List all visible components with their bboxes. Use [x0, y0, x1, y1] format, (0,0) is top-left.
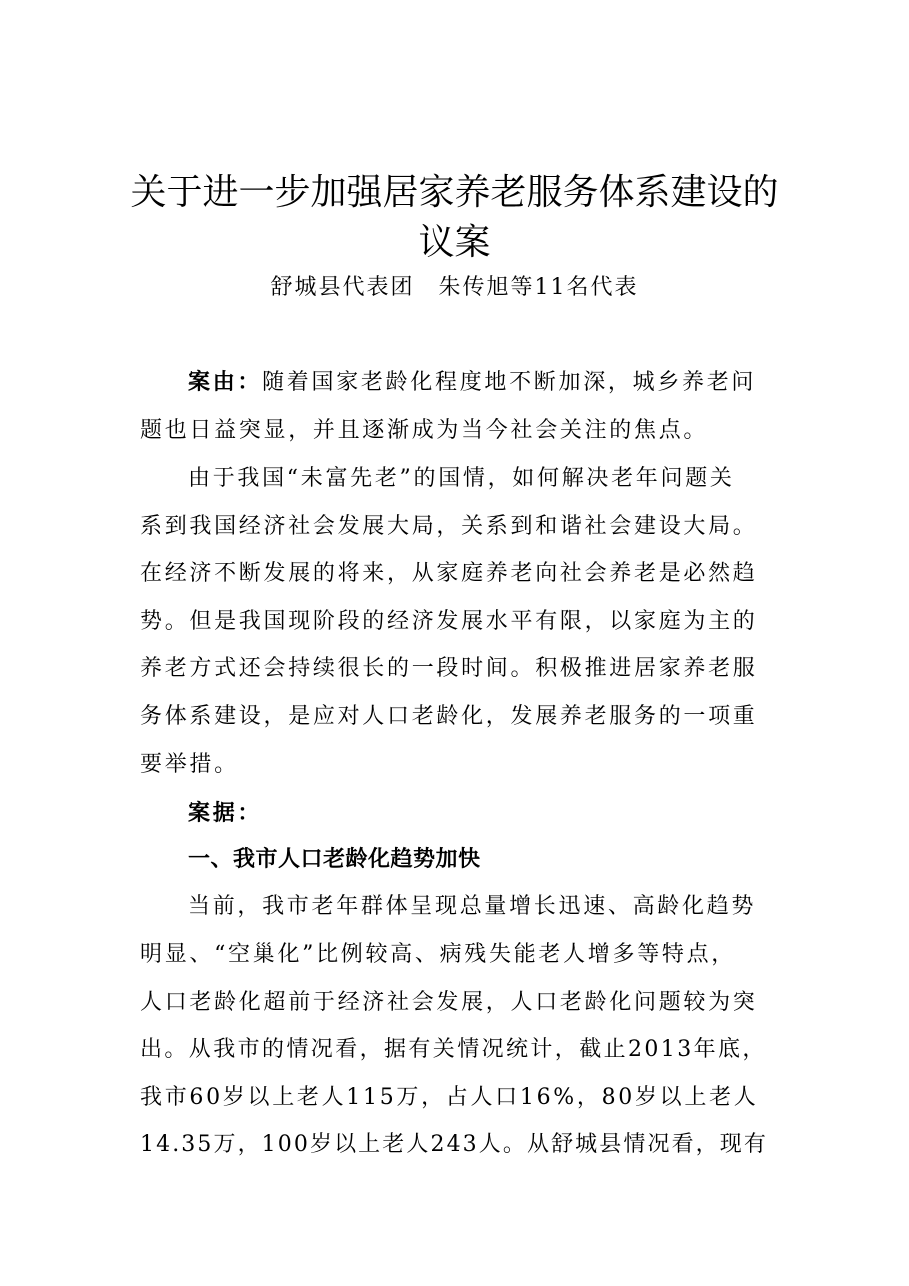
- paragraph-line: 明显、“空巢化”比例较高、病残失能老人增多等特点，: [140, 942, 736, 967]
- document-title-line-2: 议案: [418, 222, 491, 263]
- paragraph-line: 系到我国经济社会发展大局，关系到和谐社会建设大局。: [140, 514, 758, 539]
- reason-label: 案由：: [188, 369, 263, 395]
- reason-text-line-1: 随着国家老龄化程度地不断加深，城乡养老问: [262, 370, 757, 395]
- reason-paragraph-line-1: [188, 365, 770, 400]
- paragraph-line: 当前，我市老年群体呈现总量增长迅速、高龄化趋势: [188, 894, 757, 919]
- paragraph-line: 14.35万，100岁以上老人243人。从舒城县情况看，现有: [140, 1132, 768, 1157]
- document-author: 舒城县代表团 朱传旭等11名代表: [270, 275, 639, 300]
- paragraph-line: 养老方式还会持续很长的一段时间。积极推进居家养老服: [140, 656, 758, 681]
- paragraph-line: 出。从我市的情况看，据有关情况统计，截止2013年底，: [140, 1037, 767, 1062]
- paragraph-line: 我市60岁以上老人115万，占人口16%，80岁以上老人: [140, 1085, 759, 1110]
- paragraph-line: 要举措。: [140, 752, 239, 777]
- paragraph-line: 由于我国“未富先老”的国情，如何解决老年问题关: [188, 466, 735, 491]
- reason-paragraph-line-2: 题也日益突显，并且逐渐成为当今社会关注的焦点。: [140, 418, 709, 443]
- paragraph-line: 势。但是我国现阶段的经济发展水平有限，以家庭为主的: [140, 609, 758, 634]
- paragraph-line: 人口老龄化超前于经济社会发展，人口老龄化问题较为突: [140, 990, 758, 1015]
- section-heading: 一、我市人口老龄化趋势加快: [188, 847, 481, 872]
- paragraph-line: 在经济不断发展的将来，从家庭养老向社会养老是必然趋: [140, 561, 758, 586]
- basis-label: 案据：: [188, 800, 263, 826]
- document-title-line-1: 关于进一步加强居家养老服务体系建设的: [130, 172, 779, 213]
- paragraph-line: 务体系建设，是应对人口老龄化，发展养老服务的一项重: [140, 704, 758, 729]
